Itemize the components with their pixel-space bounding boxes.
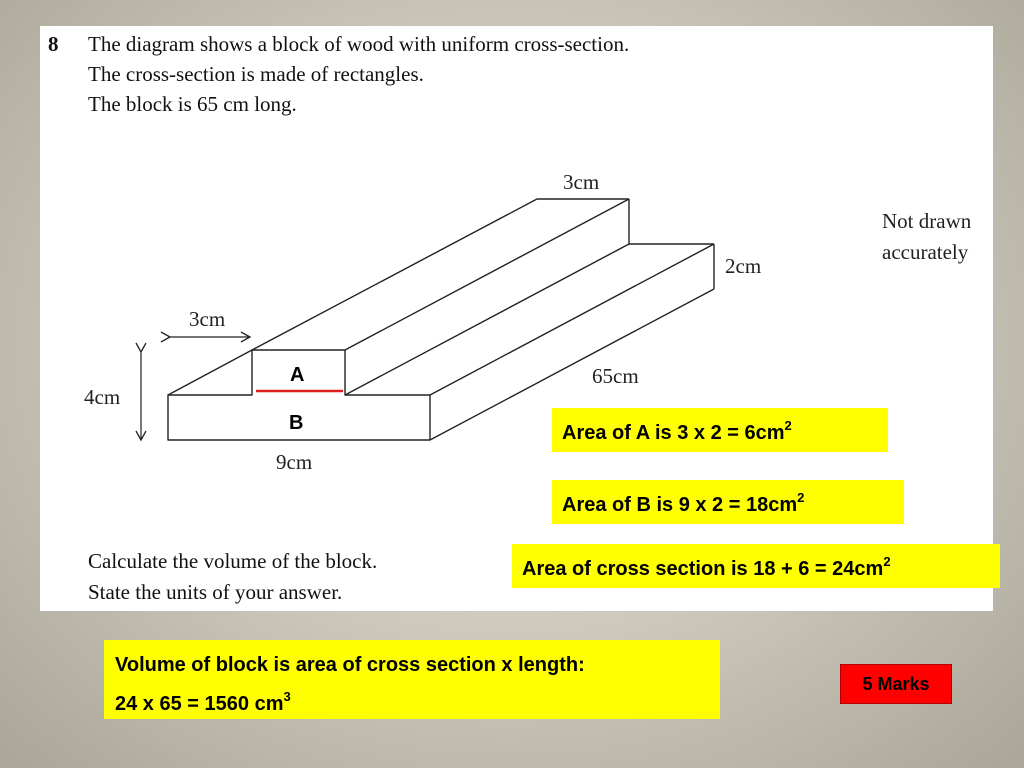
note-line-1: Not drawn: [882, 209, 972, 233]
label-height: 4cm: [84, 385, 121, 409]
label-bottom-width: 9cm: [276, 450, 313, 474]
volume-box: [104, 640, 720, 719]
label-length: 65cm: [592, 364, 639, 388]
volume-line-2: 24 x 65 = 1560 cm: [115, 693, 284, 715]
region-b-label: B: [289, 412, 304, 434]
edge-step-outer: [430, 244, 714, 395]
edge-left: [168, 350, 252, 395]
cross-section-box: [512, 544, 1000, 588]
label-step-height: 2cm: [725, 254, 762, 278]
area-b-exponent: 2: [797, 490, 805, 505]
area-b-text: Area of B is 9 x 2 = 18cm: [562, 494, 798, 516]
volume-line-1: Volume of block is area of cross section x length:: [115, 654, 585, 676]
question-line-2: The cross-section is made of rectangles.: [88, 62, 424, 86]
area-b-box: [552, 480, 904, 524]
edge-top-left: [252, 199, 537, 350]
question-line-1: The diagram shows a block of wood with uniform cross-section.: [88, 32, 630, 56]
cross-section-exponent: 2: [883, 554, 891, 569]
label-left-width: 3cm: [189, 307, 226, 331]
volume-line-2-wrap: [115, 681, 720, 720]
cross-section-text: Area of cross section is 18 + 6 = 24cm: [522, 558, 884, 580]
question-number: 8: [48, 32, 59, 56]
marks-badge: 5 Marks: [840, 664, 952, 704]
prompt-line-2: State the units of your answer.: [88, 580, 343, 604]
region-a-label: A: [290, 364, 305, 386]
label-top-width: 3cm: [563, 170, 600, 194]
prompt-line-1: Calculate the volume of the block.: [88, 549, 378, 573]
note-line-2: accurately: [882, 240, 969, 264]
edge-top-right: [345, 199, 629, 350]
area-a-text: Area of A is 3 x 2 = 6cm: [562, 422, 785, 444]
volume-exponent: 3: [283, 689, 291, 704]
area-a-exponent: 2: [784, 418, 792, 433]
question-line-3: The block is 65 cm long.: [88, 92, 297, 116]
area-a-box: [552, 408, 888, 452]
edge-step-inner: [345, 244, 629, 395]
